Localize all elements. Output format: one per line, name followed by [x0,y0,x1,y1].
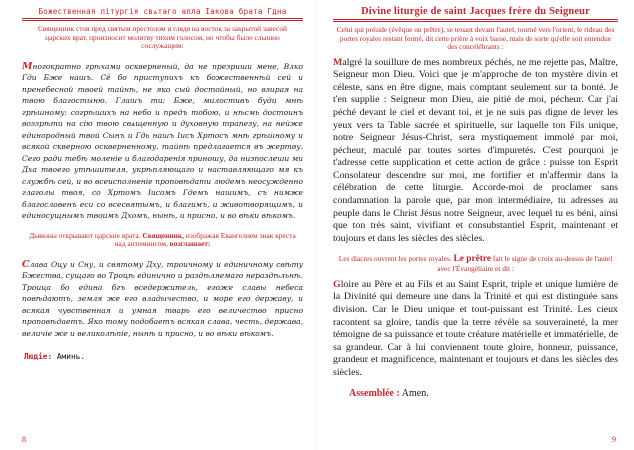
right-page-header: Divine liturgie de saint Jacques frère du Seigneur [361,6,590,17]
header-divider [333,21,618,22]
left-rubric-doors [22,232,303,249]
rubric-text: изображая Евангелием знак креста над антиминсом, [114,230,296,249]
right-page [317,0,634,450]
rubric-bold: Священник, [142,230,185,240]
right-rubric-doors [333,254,618,273]
left-prayer-2 [22,259,303,340]
response-text: Аминь. [52,352,86,362]
right-rubric-intro: Celui qui préside (évêque ou prêtre), se tenant devant l'autel, tourné vers l'orient, le rideau des portes royales restant fermé, dit cette prière à voix basse, mais de sorte qu'elle soit entendue des concélébrants : [336,25,615,52]
prayer-text: loire au Père et au Fils et au Saint Esprit, triple et unique lumière de la Divinité qui demeure une dans la Trinité et qui est distinguée sans division. Car le Dieu unique et tout-puissant est Trinité. Les cieux racontent sa gloire, tandis que la terre révèle sa souveraineté, la mer témoigne de sa puissance et toute créature matérielle et immatérielle, de sa grandeur. Car à lui conviennent toute gloire, honneur, puissance, grandeur et magnificence, maintenant et toujours et dans les siècles des siècles. [333,278,618,378]
left-rubric-intro: Священник стоя пред святым престолом и глядя на восток за закрытой завесой царских врат, произносит молитву тихим голосом, но чтобы было слышно сослужащим: [37,24,287,51]
rubric-bold: Le prêtre [453,254,492,265]
left-page-header: Божественная літургія свѧтаго апла Іакова брата Гдна [38,7,287,16]
left-response [22,352,303,361]
header-divider [22,18,303,19]
left-prayer-1 [22,61,303,222]
right-prayer-1 [333,57,618,246]
rubric-text: fait le signe de croix au-dessus de l'autel avec l'Évangéliaire et dit : [437,254,613,274]
left-page-number: 8 [22,435,26,444]
rubric-text: Les diacres ouvrent les portes royales. [338,254,454,264]
drop-initial: G [333,278,341,290]
prayer-text: ногократно грѣхами оскверненый, да не презриши мене, Влко Гди Бже нашъ. Сё бо приступихъ къ божественнѣй сей и пренебесной твоей тайнѣ, не яко сый достойный, но взирая на твою благостыню. Глашъ ти: Бже, милостивъ буди мнѣ грѣшному: согрѣшихъ на небо и предъ тобою, и нѣсмь достоинъ воззрѣти на сію твою свѧщенную и духовную трапезу, на нейже единородный твой Сынъ и Гдь нашъ Іисъ Хртосъ мнѣ грѣшному и всякой скверною оскверненному, тайнѣ предлагается въ жертву. Сего ради тебѣ моленіе и благодаренія приношу, да низпослеши ми Дха твоего утѣшителя, укрѣпляющаго и наставляющаго мя къ службѣ сей, и во всеисполненіе проповѣдати людемъ неосужденно глаголы твоя, со Хртомъ Іисомъ Гдемъ нашимъ, съ нимже благословенъ еси со всесвятымъ, и благимъ, и животворящимъ, и единосущнымъ твоимъ Дхомъ, нынѣ, и присно, и во вѣки вѣкомъ. [22,61,303,221]
rubric-text: Дьяконы открывают царские врата. [29,230,143,240]
drop-initial: М [22,60,33,72]
header-divider [333,19,618,20]
response-label: Assemblée : [349,387,400,399]
right-response [333,388,618,399]
rubric-bold: возглашает: [169,239,211,249]
prayer-text: лава Оцу и Сну, и святому Дху, троичному и единичному свѣту Бжества, сущаго во Троцѣ единично и раздѣляемаго нераздѣльнѣ. Троица бо едина бгъ вседержитель, егоже славы небеса повѣдаютъ, земля же его владычество, и море его державу, и всякая чувственная и умная тварь его величество присно проповѣдаетъ. Яко тому подобаетъ всякая слава, честь, держава, величіе же и великолѣпіе, нынѣ и присно, и во вѣки вѣкомъ. [22,259,303,338]
response-text: Amen. [399,387,429,399]
header-divider [22,20,303,21]
right-page-number: 9 [612,435,616,444]
right-prayer-2 [333,279,618,380]
drop-initial: M [333,56,343,68]
response-label: Людіе: [24,352,53,362]
drop-initial: С [22,258,30,270]
prayer-text: algré la souillure de mes nombreux péchés, ne me rejette pas, Maître, Seigneur mon Dieu. Voici que je m'approche de ton mystère divin et céleste, sans en être digne, mais comptant seulement sur ta bonté. Je t'en supplie : Seigneur mon Dieu, aie pitié de moi, pécheur. Car j'ai péché devant le ciel et devant toi, et je ne suis pas digne de lever les yeux vers ta Table sacrée et spirituelle, sur laquelle ton Fils unique, notre Seigneur Jésus-Christ, sera mystiquement immolé par moi, pécheur, maculé par toutes sortes d'impuretés. C'est pourquoi je t'adresse cette supplication et cette action de grâce : puisse ton Esprit Consolateur descendre sur moi, me fortifier et m'affermir dans la célébration de cette liturgie. Accorde-moi de proclamer sans condamnation la parole que, par mon intermédiaire, tu adresses au peuple dans le Christ Jésus notre Seigneur, avec lequel tu es béni, ainsi que ton très saint, vivifiant et consubstantiel Esprit, maintenant et toujours et dans les siècles des siècles. [333,56,618,244]
